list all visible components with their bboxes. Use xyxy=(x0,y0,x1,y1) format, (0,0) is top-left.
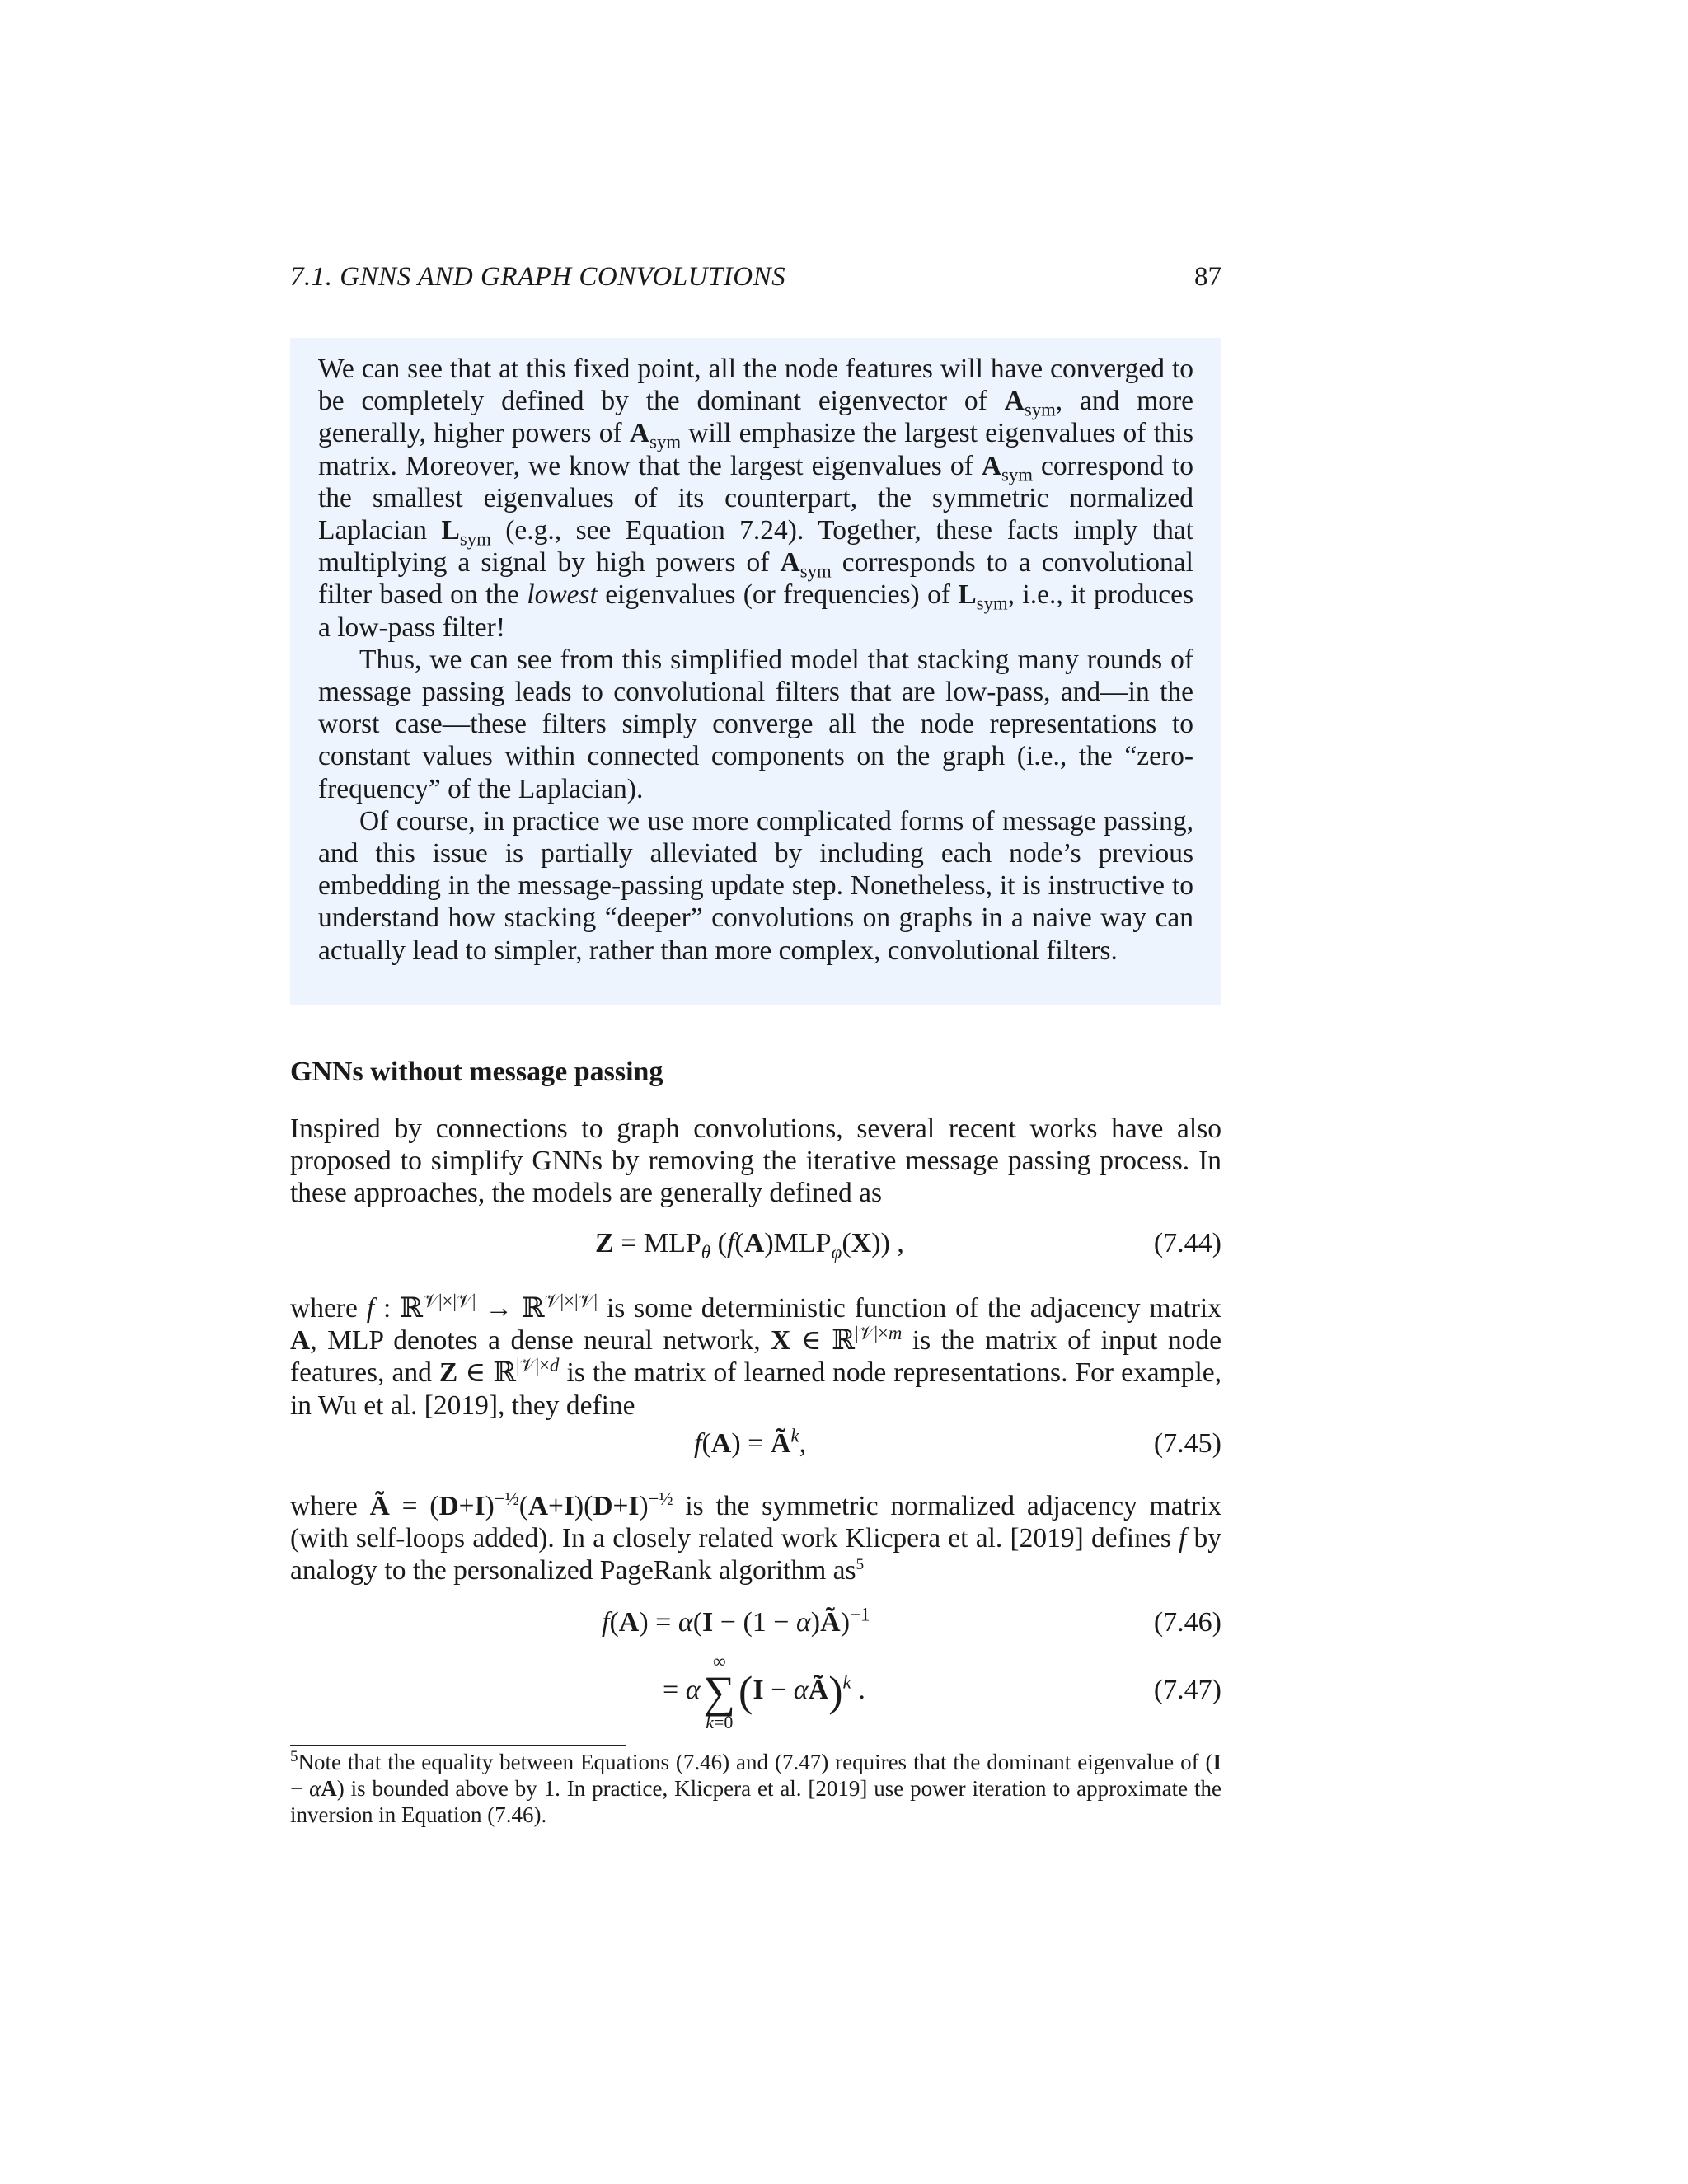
equation-7-46: f(A) = α(I − (1 − α)Ã)$^{-1}$ (7.46) xyxy=(602,1604,1221,1638)
footnote-5: $^5$Note that the equality between Equations (7.46) and (7.47) requires that the dominant eigenvalue of (I − αA) is bounded above by 1. In practice, Klicpera et al. [2019] use power iteration to approximate the inversion in Equation (7.46). xyxy=(290,1748,1221,1827)
section-heading: GNNs without message passing xyxy=(290,1057,663,1087)
box-paragraph-3: Of course, in practice we use more complicated forms of message passing, and this issue is partially alleviated by including each node’s previous embedding in the message-passing update step. Nonetheless, it is instructive to understand how stacking “deeper” convolutions on graphs in a naive way can actually lead to simpler, rather than more complex, convolutional filters. xyxy=(318,805,1193,966)
paragraph-where-a-tilde: where Ã = $(D+I)^{-\frac{1}{2}}(A+I)(D+I)^{-\frac{1}{2}}$ is the symmetric normalized adjacency matrix (with self-loops added). In a closely related work Klicpera et al. [2019] defines f by analogy to the personalized PageRank algorithm as$^5$ xyxy=(290,1488,1222,1586)
paragraph-where-f: where f : ℝ$^{𝒱|\times|𝒱|}$ → ℝ$^{𝒱|\times|𝒱|}$ is some deterministic function of the adjacency matrix A, MLP denotes a dense neural network, X ∈ ℝ$^{|𝒱|\times m}$ is the matrix of input node features, and Z ∈ ℝ$^{|𝒱|\times d}$ is the matrix of learned node representations. For example, in Wu et al. [2019], they define xyxy=(290,1290,1222,1421)
footnote-rule xyxy=(290,1745,626,1746)
page-number: 87 xyxy=(1194,262,1221,292)
paragraph-intro: Inspired by connections to graph convolutions, several recent works have also proposed to simplify GNNs by removing the iterative message passing process. In these approaches, the models are generally defined as xyxy=(290,1113,1221,1209)
running-title: 7.1. GNNS AND GRAPH CONVOLUTIONS xyxy=(290,262,786,292)
equation-7-45: $f(A) = Ã^k$, (7.45) xyxy=(694,1425,1221,1459)
equation-7-44: $Z = MLP_\theta$ $(f(A)MLP_\varphi(X))$ , (7.44) xyxy=(595,1228,1221,1263)
box-paragraph-2: Thus, we can see from this simplified model that stacking many rounds of message passing leads to convolutional filters that are low-pass, and—in the worst case—these filters simply converge all the node representations to constant values within connected components on the graph (i.e., the “zero-frequency” of the Laplacian). xyxy=(318,644,1193,804)
equation-7-47: = α ∞ ∑ k=0 (I − αÃ)$^k$ . (7.47) xyxy=(663,1651,1221,1732)
highlight-box xyxy=(290,338,1221,1005)
page-header xyxy=(290,262,1221,303)
box-paragraph-1: We can see that at this fixed point, all the node features will have converged to be completely defined by the dominant eigenvector of $A_{sym}$, and more generally, higher powers of $A_{sym}$ will emphasize the largest eigenvalues of this matrix. Moreover, we know that the largest eigenvalues of $A_{sym}$ correspond to the smallest eigenvalues of its counterpart, the symmetric normalized Laplacian $L_{sym}$ (e.g., see Equation 7.24). Together, these facts imply that multiplying a signal by high powers of $A_{sym}$ corresponds to a convolutional filter based on the lowest eigenvalues (or frequencies) of $L_{sym}$, i.e., it produces a low-pass filter! xyxy=(318,354,1194,643)
